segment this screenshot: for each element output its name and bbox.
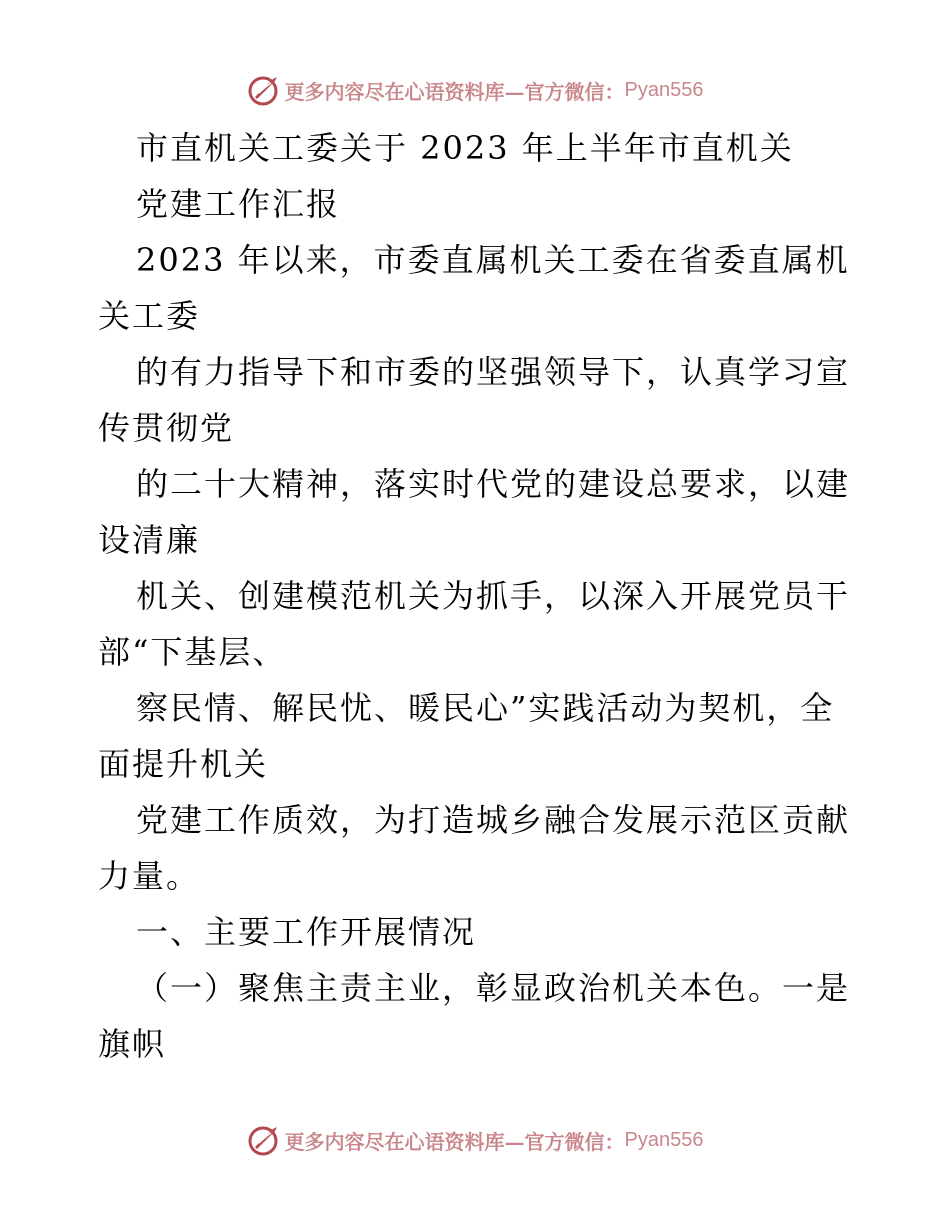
doc-line: 设清廉 [98,521,201,559]
doc-line: 关工委 [98,297,201,335]
doc-line: 党建工作质效，为打造城乡融合发展示范区贡献 [136,801,851,839]
doc-line: 力量。 [98,857,201,895]
watermark-id: Pyan556 [624,1128,704,1151]
watermark-text: 更多内容尽在心语资料库—官方微信： [284,79,625,104]
doc-line: （一）聚焦主责主业，彰显政治机关本色。一是 [136,969,851,1007]
doc-line: 部“下基层、 [98,633,287,671]
quill-logo-icon [247,1123,281,1157]
doc-line: 的二十大精神，落实时代党的建设总要求，以建 [136,465,851,503]
doc-line: 旗帜 [98,1025,167,1063]
doc-line: 的有力指导下和市委的坚强领导下，认真学习宣 [136,353,851,391]
header-watermark [0,70,950,110]
doc-line: 机关、创建模范机关为抓手，以深入开展党员干 [136,577,851,615]
doc-line: 党建工作汇报 [136,185,341,223]
doc-line: 2023 年以来，市委直属机关工委在省委直属机 [136,241,850,279]
section-heading: 一、主要工作开展情况 [136,913,477,951]
doc-line: 面提升机关 [98,745,269,783]
doc-line: 传贯彻党 [98,409,235,447]
document-body [98,120,858,1072]
watermark-text: 更多内容尽在心语资料库—官方微信： [284,1129,625,1154]
doc-line: 察民情、解民忧、暖民心”实践活动为契机，全 [136,689,835,727]
quill-logo-icon [247,73,281,107]
doc-line: 市直机关工委关于 2023 年上半年市直机关 [136,129,794,167]
footer-watermark [0,1120,950,1160]
watermark-id: Pyan556 [624,78,704,101]
